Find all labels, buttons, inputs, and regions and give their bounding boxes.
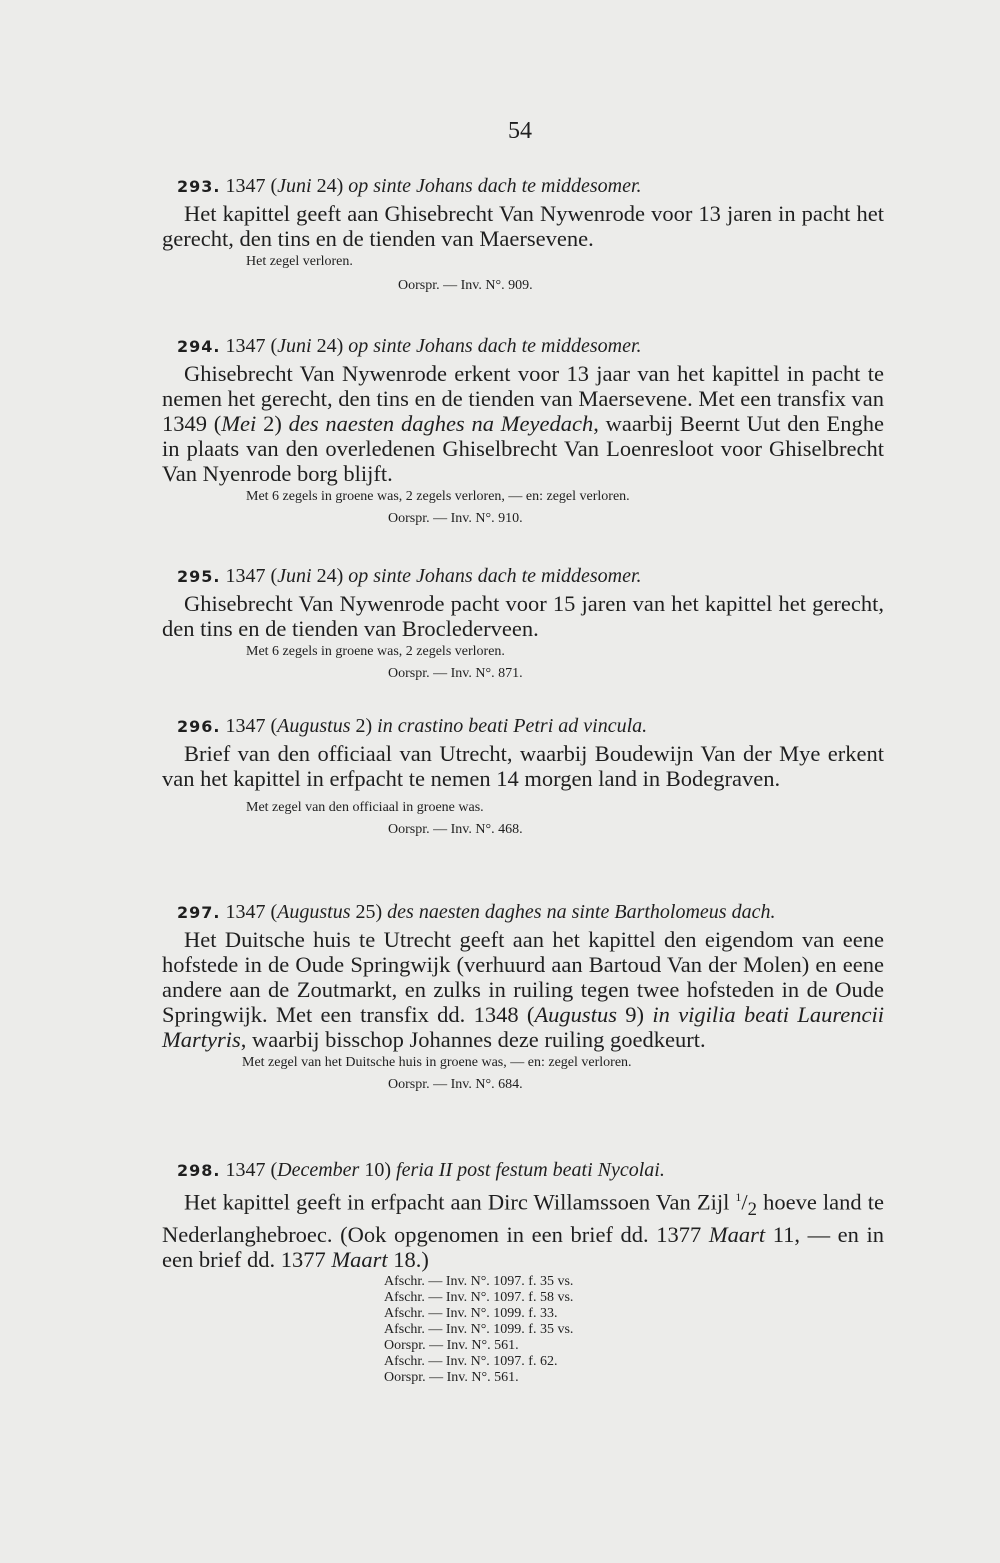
- entry-298: [162, 1158, 884, 1386]
- text-segment: 18.): [387, 1247, 429, 1272]
- entry-month: Augustus: [277, 901, 351, 923]
- entry-293: [162, 174, 884, 295]
- text-segment: 2): [256, 411, 289, 436]
- inventory-ref-text: Oorspr. — Inv. N°. 468.: [388, 822, 523, 837]
- inventory-ref-text: Oorspr. — Inv. N°. 684.: [388, 1077, 523, 1092]
- entry-text: [162, 361, 884, 486]
- text-italic-segment: Augustus: [534, 1002, 617, 1027]
- entry-text: Het kapittel geeft aan Ghisebrecht Van Nywenrode voor 13 jaren in pacht het gerecht, den tins en de tienden van Maersevene.: [162, 201, 884, 251]
- entry-heading: 294. 1347 (Juni 24) op sinte Johans dach te middesomer.: [177, 335, 642, 357]
- entry-day: 24): [316, 335, 344, 357]
- entry-month: December: [277, 1159, 360, 1181]
- entry-year: 1347: [225, 715, 266, 737]
- page-number: 54: [508, 118, 532, 144]
- entry-text: Het kapittel geeft in erfpacht aan Dirc Willamssoen Van Zijl $^1/_2$ hoeve land te Nederlanghebroec. (Ook opgenomen in een brief dd. 1377 Maart 11, — en in een brief dd. 1377 Maart 18.): [162, 1189, 885, 1272]
- entry-number: 297.: [177, 903, 221, 922]
- text-segment: 9): [616, 1002, 653, 1027]
- entry-heading: 293. 1347 (Juni 24) op sinte Johans dach te middesomer.: [177, 175, 642, 197]
- entry-text: Ghisebrecht Van Nywenrode pacht voor 15 jaren van het kapittel het gerecht, den tins en de tienden van Broclederveen.: [162, 591, 884, 641]
- inventory-ref: [162, 665, 884, 683]
- inventory-ref: [162, 821, 884, 839]
- entry-feast: in crastino beati Petri ad vincula.: [377, 715, 648, 737]
- text-segment: hoeve land te Nederlanghebroec. (Ook opgenomen in een brief dd. 1377: [162, 1189, 884, 1247]
- text-italic-segment: Maart: [331, 1247, 388, 1272]
- inventory-ref: Afschr. — Inv. N°. 1099. f. 33.: [384, 1306, 558, 1321]
- entry-year: 1347: [225, 565, 266, 587]
- entry-heading: 296. 1347 (Augustus 2) in crastino beati Petri ad vincula.: [177, 715, 648, 737]
- entry-feast: op sinte Johans dach te middesomer.: [348, 565, 642, 587]
- inventory-ref: [162, 1076, 884, 1094]
- text-italic-segment: in vigilia beati Laurencii Martyris: [162, 1002, 884, 1052]
- entry-day: 24): [316, 175, 344, 197]
- entry-296: [162, 714, 884, 839]
- seal-note: Met 6 zegels in groene was, 2 zegels verloren.: [246, 644, 505, 659]
- entry-month: Augustus: [277, 715, 351, 737]
- entry-text: [162, 927, 884, 1052]
- entry-number: 298.: [177, 1161, 221, 1180]
- entry-day: 2): [355, 715, 373, 737]
- entry-feast: op sinte Johans dach te middesomer.: [348, 175, 642, 197]
- inventory-ref-text: Oorspr. — Inv. N°. 910.: [388, 511, 523, 526]
- entry-number: 294.: [177, 337, 221, 356]
- entry-month: Juni: [277, 335, 312, 357]
- entry-year: 1347: [225, 175, 266, 197]
- text-segment: Het Duitsche huis te Utrecht geeft aan het kapittel den eigendom van eene hofstede in de Oude Springwijk (verhuurd aan Bartoud Van der Molen) en eene andere aan de Zoutmarkt, en zulks in ruiling tegen twee hofsteden in de Oude Springwijk. Met een transfix dd. 1348 (: [162, 927, 884, 1027]
- entry-day: 10): [364, 1159, 392, 1181]
- inventory-ref: [162, 277, 884, 295]
- fraction-numerator: 1: [735, 1190, 742, 1204]
- entry-heading: 295. 1347 (Juni 24) op sinte Johans dach te middesomer.: [177, 565, 642, 587]
- text-segment: , waarbij bisschop Johannes deze ruiling goedkeurt.: [240, 1027, 706, 1052]
- entry-heading: 298. 1347 (December 10) feria II post festum beati Nycolai.: [177, 1159, 665, 1181]
- text-segment: , waarbij Beernt Uut den Enghe in plaats van den overledenen Ghiselbrecht Van Loenresloot voor Ghiselbrecht Van Nyenrode borg blijft.: [162, 411, 884, 486]
- text-italic-segment: Mei: [221, 411, 257, 436]
- entry-month: Juni: [277, 175, 312, 197]
- inventory-ref: Afschr. — Inv. N°. 1097. f. 62.: [384, 1354, 558, 1369]
- entry-year: 1347: [225, 901, 266, 923]
- text-segment: Het kapittel geeft in erfpacht aan Dirc Willamssoen Van Zijl: [184, 1189, 736, 1215]
- inventory-ref-list: [162, 1274, 884, 1386]
- text-segment: 11, — en in een brief dd. 1377: [162, 1222, 885, 1272]
- inventory-ref: Afschr. — Inv. N°. 1097. f. 58 vs.: [384, 1290, 574, 1305]
- inventory-ref: Afschr. — Inv. N°. 1099. f. 35 vs.: [384, 1322, 574, 1337]
- entry-297: [162, 900, 884, 1094]
- text-italic-segment: des naesten daghes na Meyedach: [288, 411, 594, 436]
- entry-heading: 297. 1347 (Augustus 25) des naesten daghes na sinte Bartholomeus dach.: [177, 901, 776, 923]
- inventory-ref: [162, 510, 884, 528]
- entry-feast: des naesten daghes na sinte Bartholomeus dach.: [387, 901, 776, 923]
- inventory-ref-text: Oorspr. — Inv. N°. 871.: [388, 666, 523, 681]
- seal-note: Met 6 zegels in groene was, 2 zegels verloren, — en: zegel verloren.: [246, 489, 630, 504]
- seal-note: Met zegel van het Duitsche huis in groene was, — en: zegel verloren.: [242, 1055, 632, 1070]
- entry-295: [162, 564, 884, 683]
- text-italic-segment: Maart: [708, 1222, 766, 1247]
- entry-number: 296.: [177, 717, 221, 736]
- entry-feast: feria II post festum beati Nycolai.: [396, 1159, 665, 1181]
- entry-text: Brief van den officiaal van Utrecht, waarbij Boudewijn Van der Mye erkent van het kapittel in erfpacht te nemen 14 morgen land in Bodegraven.: [162, 741, 884, 791]
- seal-note: Het zegel verloren.: [246, 254, 353, 269]
- fraction-denominator: 2: [747, 1199, 758, 1220]
- inventory-ref: Oorspr. — Inv. N°. 561.: [384, 1370, 519, 1385]
- entry-month: Juni: [277, 565, 312, 587]
- inventory-ref-text: Oorspr. — Inv. N°. 909.: [398, 278, 533, 293]
- entry-294: [162, 334, 884, 528]
- text-segment: Ghisebrecht Van Nywenrode erkent voor 13 jaar van het kapittel in pacht te nemen het gerecht, den tins en de tienden van Maersevene. Met een transfix van 1349 (: [162, 361, 884, 436]
- seal-note: Met zegel van den officiaal in groene was.: [246, 800, 484, 815]
- entry-day: 25): [355, 901, 383, 923]
- entry-year: 1347: [225, 1159, 266, 1181]
- entry-number: 293.: [177, 177, 221, 196]
- inventory-ref: Afschr. — Inv. N°. 1097. f. 35 vs.: [384, 1274, 574, 1289]
- entry-feast: op sinte Johans dach te middesomer.: [348, 335, 642, 357]
- entry-year: 1347: [225, 335, 266, 357]
- inventory-ref: Oorspr. — Inv. N°. 561.: [384, 1338, 519, 1353]
- entry-day: 24): [316, 565, 344, 587]
- entry-number: 295.: [177, 567, 221, 586]
